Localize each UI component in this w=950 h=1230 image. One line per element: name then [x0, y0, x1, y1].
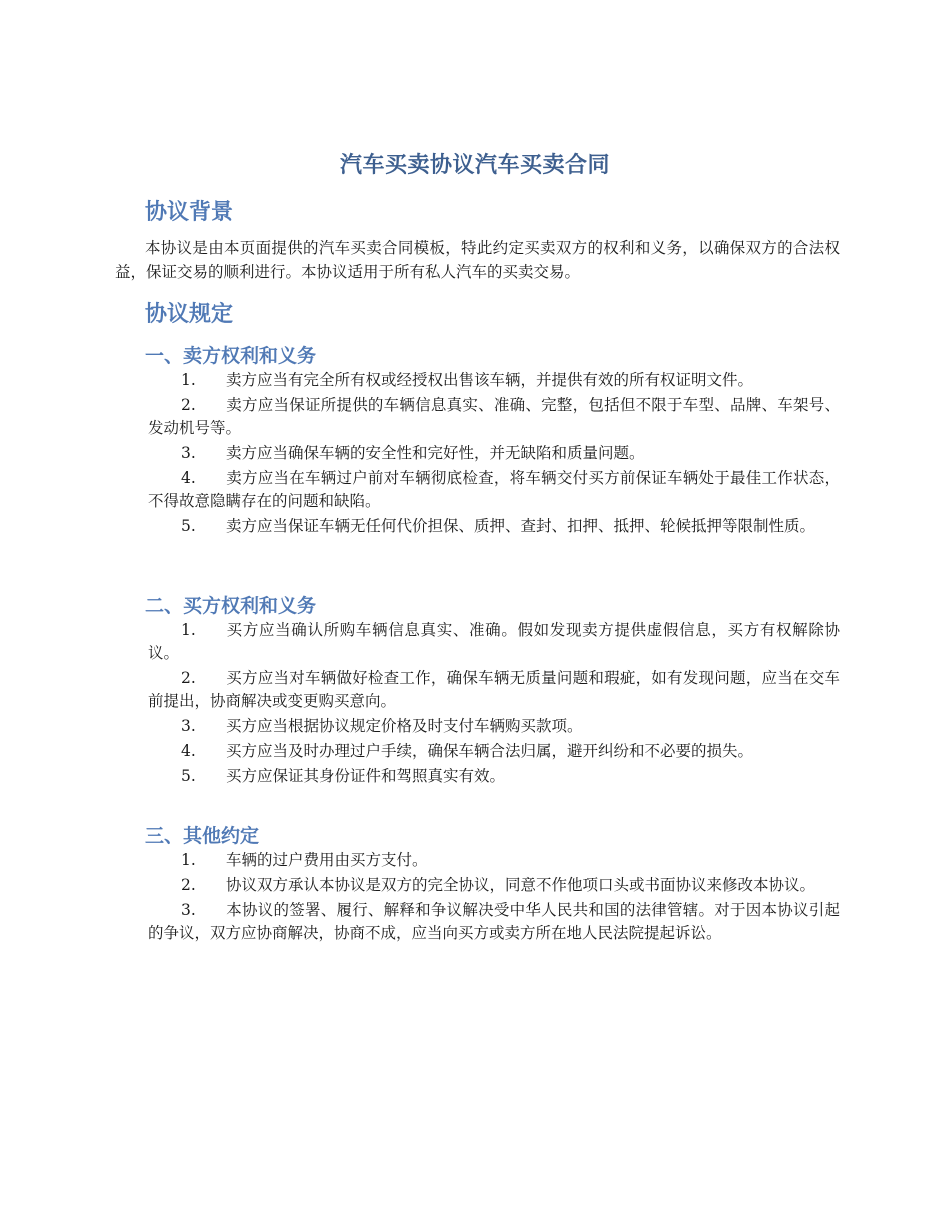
list-number: 1.	[181, 371, 196, 389]
section-heading-background: 协议背景	[145, 200, 234, 225]
list-number: 4.	[181, 742, 196, 760]
list-text: 买方应保证其身份证件和驾照真实有效。	[226, 767, 506, 785]
seller-list	[148, 369, 840, 538]
list-text: 卖方应当确保车辆的安全性和完好性，并无缺陷和质量问题。	[226, 444, 645, 462]
list-item	[148, 715, 840, 738]
list-item	[148, 369, 840, 392]
subsection-heading-other: 三、其他约定	[145, 825, 260, 847]
list-number: 2.	[181, 876, 196, 894]
other-list	[148, 849, 840, 945]
subsection-heading-seller: 一、卖方权利和义务	[145, 345, 317, 367]
list-number: 1.	[181, 621, 196, 639]
list-number: 5.	[181, 517, 196, 535]
list-number: 1.	[181, 851, 196, 869]
list-text: 卖方应当有完全所有权或经授权出售该车辆，并提供有效的所有权证明文件。	[226, 371, 754, 389]
section-heading-rules: 协议规定	[145, 302, 234, 327]
list-item	[148, 765, 840, 788]
list-item	[148, 899, 840, 945]
list-item	[148, 442, 840, 465]
list-text: 买方应当根据协议规定价格及时支付车辆购买款项。	[226, 717, 583, 735]
list-number: 3.	[181, 717, 196, 735]
list-item	[148, 515, 840, 538]
list-item	[148, 467, 840, 513]
list-text: 买方应当确认所购车辆信息真实、准确。假如发现卖方提供虚假信息，买方有权解除协议。	[148, 621, 840, 662]
list-item	[148, 619, 840, 665]
list-text: 卖方应当保证所提供的车辆信息真实、准确、完整，包括但不限于车型、品牌、车架号、发动机号等。	[148, 396, 840, 437]
list-number: 2.	[181, 396, 196, 414]
list-text: 卖方应当在车辆过户前对车辆彻底检查，将车辆交付买方前保证车辆处于最佳工作状态，不得故意隐瞒存在的问题和缺陷。	[148, 469, 840, 510]
list-text: 买方应当及时办理过户手续，确保车辆合法归属，避开纠纷和不必要的损失。	[226, 742, 754, 760]
buyer-list	[148, 619, 840, 788]
list-text: 本协议的签署、履行、解释和争议解决受中华人民共和国的法律管辖。对于因本协议引起的争议，双方应协商解决，协商不成，应当向买方或卖方所在地人民法院提起诉讼。	[148, 901, 840, 942]
list-item	[148, 874, 840, 897]
list-number: 2.	[181, 669, 196, 687]
list-text: 卖方应当保证车辆无任何代价担保、质押、查封、扣押、抵押、轮候抵押等限制性质。	[226, 517, 816, 535]
list-text: 协议双方承认本协议是双方的完全协议，同意不作他项口头或书面协议来修改本协议。	[226, 876, 816, 894]
list-item	[148, 740, 840, 763]
document-title: 汽车买卖协议汽车买卖合同	[339, 153, 610, 178]
list-text: 车辆的过户费用由买方支付。	[226, 851, 428, 869]
list-item	[148, 667, 840, 713]
list-number: 5.	[181, 767, 196, 785]
list-number: 4.	[181, 469, 196, 487]
list-number: 3.	[181, 901, 196, 919]
subsection-heading-buyer: 二、买方权利和义务	[145, 595, 317, 617]
list-text: 买方应当对车辆做好检查工作，确保车辆无质量问题和瑕疵，如有发现问题，应当在交车前提出，协商解决或变更购买意向。	[148, 669, 840, 710]
background-paragraph: 本协议是由本页面提供的汽车买卖合同模板，特此约定买卖双方的权利和义务，以确保双方的合法权益，保证交易的顺利进行。本协议适用于所有私人汽车的买卖交易。	[115, 239, 840, 281]
list-number: 3.	[181, 444, 196, 462]
list-item	[148, 394, 840, 440]
list-item	[148, 849, 840, 872]
